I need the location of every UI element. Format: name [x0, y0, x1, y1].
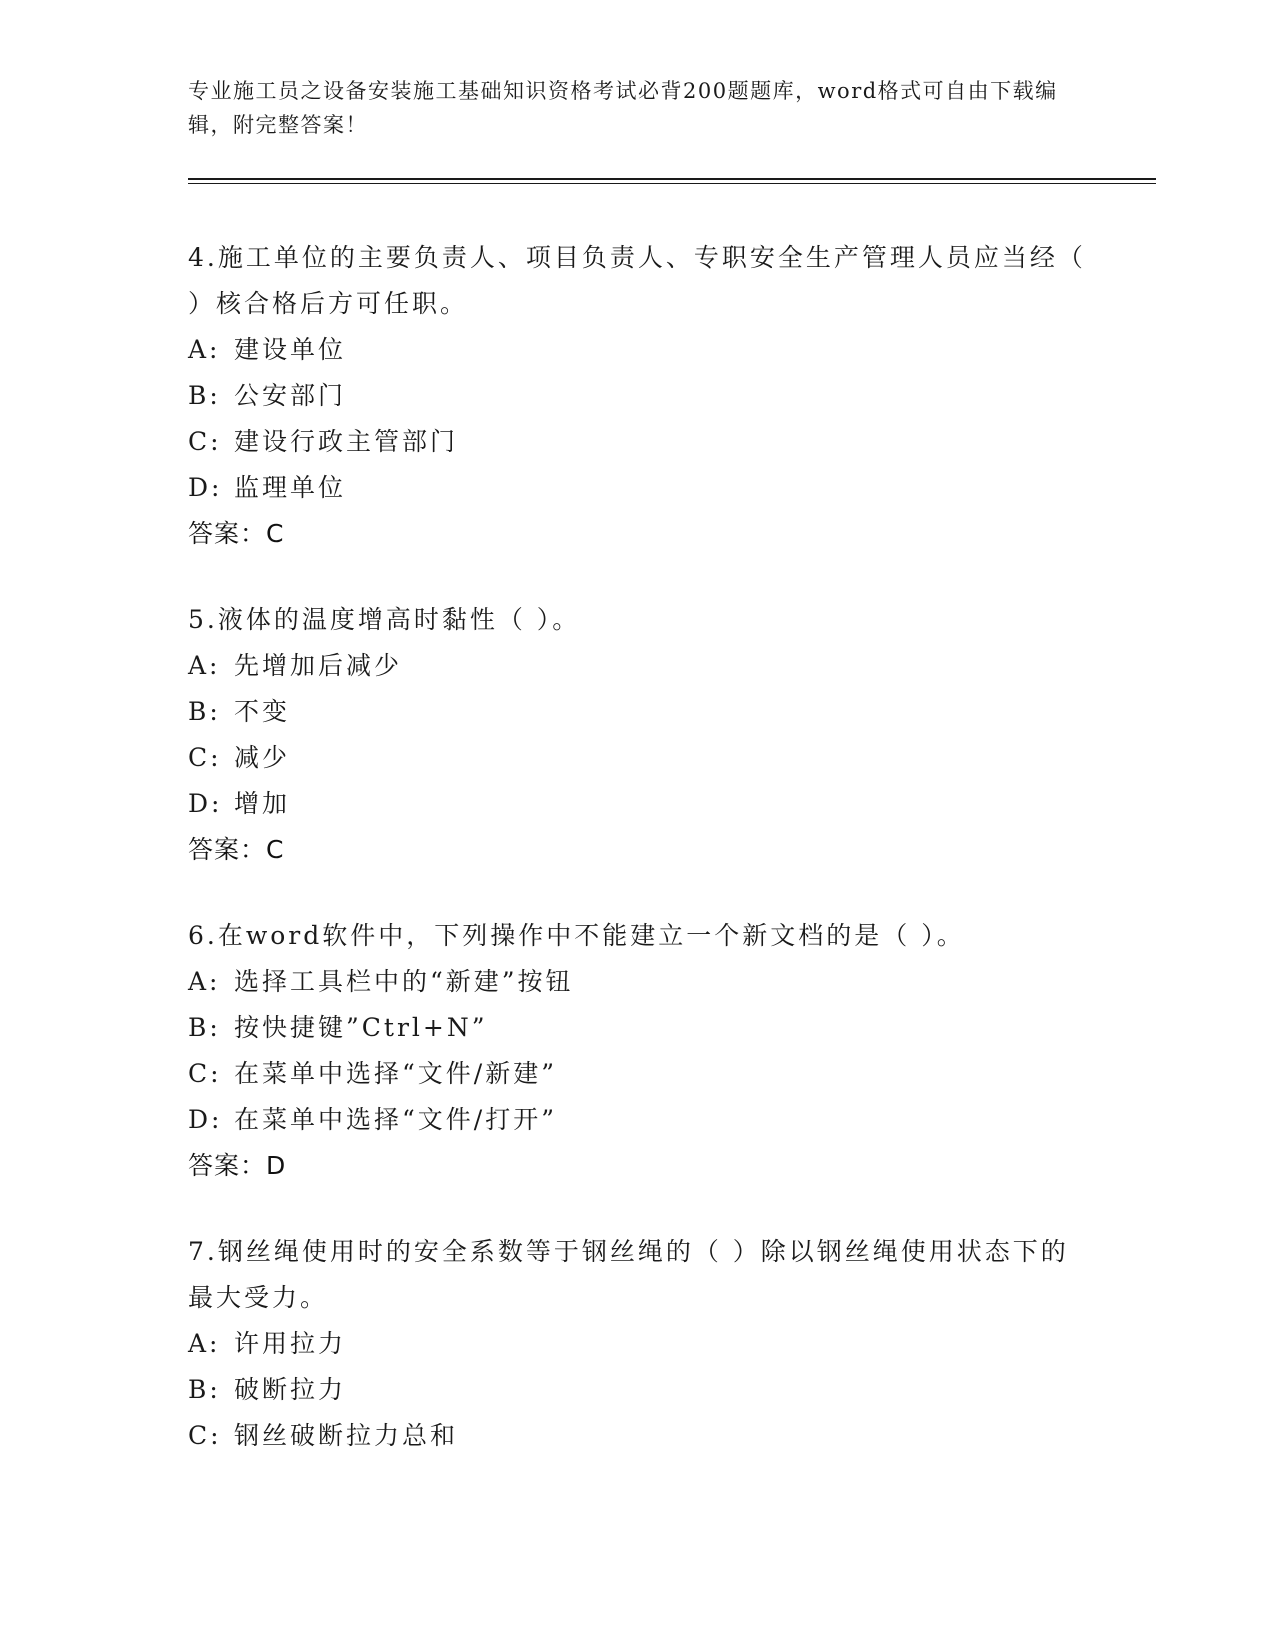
question-5	[188, 597, 1088, 873]
option-text: 先增加后减少	[234, 651, 403, 680]
option-d	[188, 1097, 1088, 1143]
question-4	[188, 235, 1088, 557]
option-text: 公安部门	[234, 381, 347, 410]
question-stem: 7.钢丝绳使用时的安全系数等于钢丝绳的（ ）除以钢丝绳使用状态下的最大受力。	[188, 1237, 1069, 1312]
option-text: 建设单位	[234, 335, 347, 364]
option-text: 不变	[234, 697, 291, 726]
option-a	[188, 1321, 1088, 1367]
option-d	[188, 781, 1088, 827]
option-text: 在菜单中选择“文件/新建”	[234, 1059, 557, 1088]
question-list	[188, 235, 1088, 1459]
question-stem: 5.液体的温度增高时黏性（ ）。	[188, 605, 581, 634]
option-c	[188, 1051, 1088, 1097]
option-letter: C:	[188, 743, 222, 772]
option-d	[188, 465, 1088, 511]
question-stem: 4.施工单位的主要负责人、项目负责人、专职安全生产管理人员应当经（ ）核合格后方可任职。	[188, 243, 1086, 318]
option-letter: B:	[188, 1013, 221, 1042]
option-a	[188, 643, 1088, 689]
answer-line: 答案：D	[188, 1151, 287, 1180]
option-letter: B:	[188, 1375, 221, 1404]
option-text: 按快捷键”Ctrl+N”	[234, 1013, 488, 1042]
option-text: 建设行政主管部门	[234, 427, 459, 456]
option-text: 监理单位	[234, 473, 347, 502]
option-a	[188, 959, 1088, 1005]
option-letter: A:	[188, 335, 221, 364]
option-text: 破断拉力	[234, 1375, 347, 1404]
option-letter: D:	[188, 789, 223, 818]
option-a	[188, 327, 1088, 373]
option-letter: A:	[188, 967, 221, 996]
option-text: 在菜单中选择“文件/打开”	[234, 1105, 557, 1134]
option-text: 增加	[234, 789, 291, 818]
option-b	[188, 1367, 1088, 1413]
question-6	[188, 913, 1088, 1189]
option-text: 钢丝破断拉力总和	[234, 1421, 459, 1450]
option-letter: C:	[188, 1421, 222, 1450]
option-b	[188, 689, 1088, 735]
option-letter: D:	[188, 473, 223, 502]
option-b	[188, 373, 1088, 419]
option-c	[188, 1413, 1088, 1459]
option-letter: A:	[188, 651, 221, 680]
answer-line: 答案：C	[188, 519, 285, 548]
option-text: 选择工具栏中的“新建”按钮	[234, 967, 574, 996]
header-divider	[188, 178, 1156, 184]
answer-line: 答案：C	[188, 835, 285, 864]
option-text: 许用拉力	[234, 1329, 347, 1358]
option-b	[188, 1005, 1088, 1051]
option-letter: B:	[188, 697, 221, 726]
option-letter: D:	[188, 1105, 223, 1134]
option-letter: A:	[188, 1329, 221, 1358]
option-text: 减少	[234, 743, 291, 772]
option-c	[188, 735, 1088, 781]
question-7	[188, 1229, 1088, 1459]
question-stem: 6.在word软件中，下列操作中不能建立一个新文档的是（ ）。	[188, 921, 965, 950]
document-header: 专业施工员之设备安装施工基础知识资格考试必背200题题库，word格式可自由下载编辑，附完整答案！	[188, 79, 1058, 137]
option-c	[188, 419, 1088, 465]
option-letter: C:	[188, 1059, 222, 1088]
option-letter: C:	[188, 427, 222, 456]
option-letter: B:	[188, 381, 221, 410]
